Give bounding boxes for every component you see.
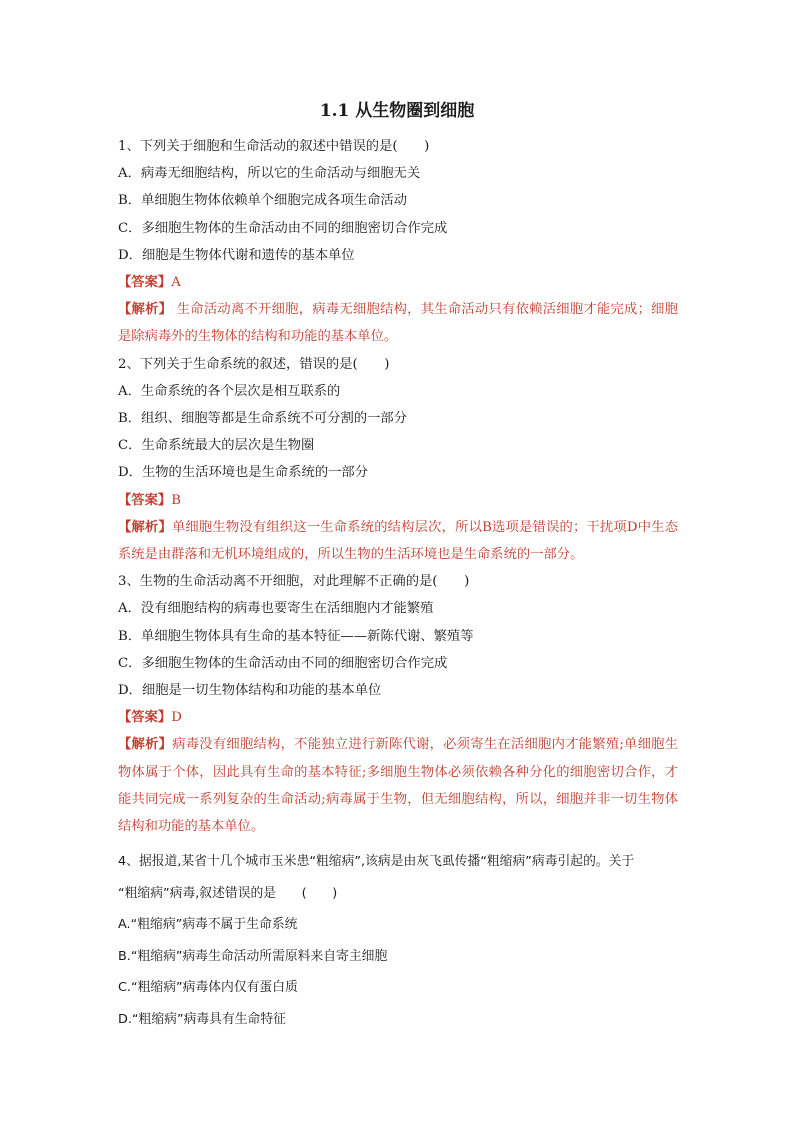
option-d: D.“粗缩病”病毒具有生命特征 xyxy=(118,1011,286,1027)
question-stem: 2、下列关于生命系统的叙述，错误的是( ) xyxy=(118,356,390,372)
option-a: A．没有细胞结构的病毒也要寄生在活细胞内才能繁殖 xyxy=(118,601,434,617)
answer-tag: 【答案】 xyxy=(118,275,172,291)
option-d: D．生物的生活环境也是生命系统的一部分 xyxy=(118,465,369,481)
option-a: A．生命系统的各个层次是相互联系的 xyxy=(118,383,341,399)
question-4 xyxy=(118,846,678,1035)
question-stem-line-1: 4、据报道,某省十几个城市玉米患“粗缩病”,该病是由灰飞虱传播“粗缩病”病毒引起的。关于 xyxy=(118,854,635,870)
option-b: B．单细胞生物体依赖单个细胞完成各项生命活动 xyxy=(118,193,408,209)
option-b: B．组织、细胞等都是生命系统不可分割的一部分 xyxy=(118,411,408,427)
answer-tag: 【答案】 xyxy=(118,492,172,508)
answer-value: D xyxy=(171,710,182,726)
analysis-tag: 【解析】 xyxy=(118,737,173,753)
analysis-text: 病毒没有细胞结构，不能独立进行新陈代谢，必须寄生在活细胞内才能繁殖;单细胞生物体属于个体，因此具有生命的基本特征;多细胞生物体必须依赖各种分化的细胞密切合作，才能共同完成一系列复杂的生命活动;病毒属于生物，但无细胞结构，所以，细胞并非一切生物体结构和功能的基本单位。 xyxy=(118,737,679,835)
question-stem-line-2: “粗缩病”病毒,叙述错误的是 ( ) xyxy=(118,885,338,901)
option-b: B．单细胞生物体具有生命的基本特征——新陈代谢、繁殖等 xyxy=(118,628,474,644)
option-a: A．病毒无细胞结构，所以它的生命活动与细胞无关 xyxy=(118,166,421,182)
question-1 xyxy=(118,133,678,351)
analysis-tag: 【解析】 xyxy=(118,519,172,535)
analysis xyxy=(118,731,678,840)
analysis xyxy=(118,296,678,350)
option-c: C．多细胞生物体的生命活动由不同的细胞密切合作完成 xyxy=(118,220,448,236)
answer-value: A xyxy=(171,275,181,291)
answer-tag: 【答案】 xyxy=(118,710,172,726)
analysis-text: 生命活动离不开细胞，病毒无细胞结构，其生命活动只有依赖活细胞才能完成；细胞是除病毒外的生物体的结构和功能的基本单位。 xyxy=(118,302,679,345)
answer-line xyxy=(118,269,678,296)
option-d: D．细胞是一切生物体结构和功能的基本单位 xyxy=(118,683,382,699)
option-c: C.“粗缩病”病毒体内仅有蛋白质 xyxy=(118,980,298,996)
document-body xyxy=(118,133,678,1035)
question-2 xyxy=(118,351,678,569)
option-c: C．生命系统最大的层次是生物圈 xyxy=(118,438,315,454)
analysis xyxy=(118,514,678,568)
option-a: A.“粗缩病”病毒不属于生命系统 xyxy=(118,917,298,933)
page-title: 1.1 从生物圈到细胞 xyxy=(319,101,475,121)
question-stem: 3、生物的生命活动离不开细胞，对此理解不正确的是( ) xyxy=(118,574,470,590)
analysis-text: 单细胞生物没有组织这一生命系统的结构层次，所以B选项是错误的；干扰项D中生态系统是由群落和无机环境组成的，所以生物的生活环境也是生命系统的一部分。 xyxy=(118,519,678,563)
option-b: B.“粗缩病”病毒生命活动所需原料来自寄主细胞 xyxy=(118,948,388,964)
question-stem: 1、下列关于细胞和生命活动的叙述中错误的是( ) xyxy=(118,139,430,154)
option-d: D．细胞是生物体代谢和遗传的基本单位 xyxy=(118,247,355,263)
answer-line xyxy=(118,487,678,514)
question-3 xyxy=(118,568,678,840)
analysis-tag: 【解析】 xyxy=(118,302,173,318)
answer-value: B xyxy=(171,492,181,508)
answer-line xyxy=(118,704,678,731)
option-c: C．多细胞生物体的生命活动由不同的细胞密切合作完成 xyxy=(118,655,448,671)
